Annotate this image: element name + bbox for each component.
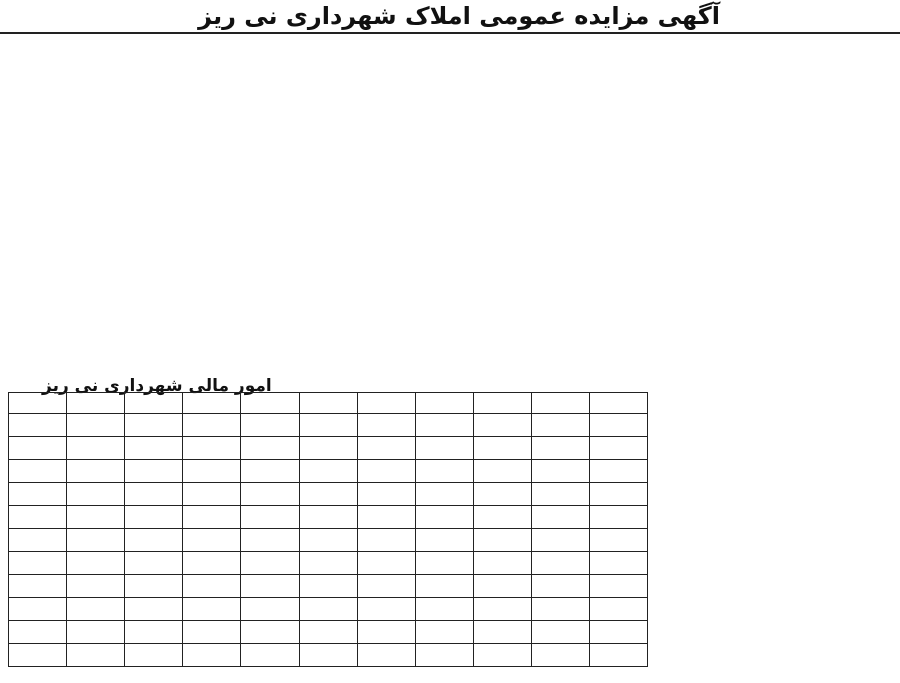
text-line bbox=[446, 198, 668, 216]
text-line bbox=[446, 72, 668, 90]
text-line bbox=[672, 216, 894, 234]
text-line bbox=[446, 216, 668, 234]
table-cell bbox=[357, 552, 415, 575]
table-row bbox=[9, 483, 648, 506]
text-line bbox=[446, 288, 668, 306]
text-line bbox=[672, 324, 894, 342]
table-header-cell bbox=[241, 393, 299, 414]
table-cell bbox=[473, 460, 531, 483]
text-line bbox=[6, 144, 216, 162]
text-line bbox=[6, 288, 216, 306]
table-cell bbox=[415, 529, 473, 552]
table-cell bbox=[357, 437, 415, 460]
text-line bbox=[672, 234, 894, 252]
table-cell bbox=[241, 483, 299, 506]
table-cell bbox=[473, 598, 531, 621]
text-line bbox=[446, 252, 668, 270]
text-line bbox=[220, 126, 442, 144]
table-cell bbox=[183, 644, 241, 667]
table-cell bbox=[125, 644, 183, 667]
table-header-cell bbox=[589, 393, 647, 414]
table-cell bbox=[357, 575, 415, 598]
table-header-cell bbox=[125, 393, 183, 414]
text-line bbox=[672, 306, 894, 324]
table-cell bbox=[589, 414, 647, 437]
table-cell bbox=[415, 575, 473, 598]
table-cell bbox=[299, 598, 357, 621]
text-line bbox=[672, 54, 894, 72]
table-cell bbox=[589, 529, 647, 552]
table-cell bbox=[589, 598, 647, 621]
table-cell bbox=[415, 598, 473, 621]
table-header-cell bbox=[183, 393, 241, 414]
table-header-cell bbox=[357, 393, 415, 414]
text-line bbox=[446, 342, 668, 360]
text-line bbox=[220, 180, 442, 198]
table-cell bbox=[67, 460, 125, 483]
text-line bbox=[446, 36, 668, 54]
table-cell bbox=[357, 529, 415, 552]
text-line bbox=[220, 234, 442, 252]
body-columns bbox=[6, 36, 894, 396]
table-cell bbox=[241, 575, 299, 598]
table-cell bbox=[241, 552, 299, 575]
text-line bbox=[6, 36, 216, 54]
table-cell bbox=[299, 575, 357, 598]
text-line bbox=[446, 360, 668, 378]
text-line bbox=[6, 126, 216, 144]
text-line bbox=[220, 306, 442, 324]
table-header-cell bbox=[299, 393, 357, 414]
table-cell bbox=[9, 598, 67, 621]
table-cell bbox=[589, 483, 647, 506]
table-row bbox=[9, 529, 648, 552]
table-cell bbox=[125, 437, 183, 460]
table-cell bbox=[357, 598, 415, 621]
table-cell bbox=[299, 460, 357, 483]
column-4 bbox=[6, 36, 216, 388]
table-cell bbox=[299, 437, 357, 460]
table-cell bbox=[9, 437, 67, 460]
table-row bbox=[9, 506, 648, 529]
text-line bbox=[446, 162, 668, 180]
table-cell bbox=[415, 460, 473, 483]
text-line bbox=[672, 252, 894, 270]
table-cell bbox=[531, 437, 589, 460]
table-cell bbox=[357, 414, 415, 437]
table-cell bbox=[183, 598, 241, 621]
text-line bbox=[446, 234, 668, 252]
table-cell bbox=[67, 506, 125, 529]
table-row bbox=[9, 598, 648, 621]
table-cell bbox=[473, 483, 531, 506]
table-cell bbox=[125, 483, 183, 506]
table-cell bbox=[241, 414, 299, 437]
table-cell bbox=[357, 460, 415, 483]
text-line bbox=[6, 342, 216, 360]
table-cell bbox=[299, 621, 357, 644]
text-line bbox=[220, 36, 442, 54]
table-cell bbox=[531, 483, 589, 506]
properties-table-wrap bbox=[8, 392, 648, 683]
table-cell bbox=[299, 552, 357, 575]
text-line bbox=[6, 324, 216, 342]
table-cell bbox=[67, 529, 125, 552]
table-cell bbox=[415, 506, 473, 529]
text-line bbox=[446, 324, 668, 342]
text-line bbox=[6, 198, 216, 216]
table-cell bbox=[9, 460, 67, 483]
text-line bbox=[672, 342, 894, 360]
table-header-cell bbox=[415, 393, 473, 414]
text-line bbox=[6, 216, 216, 234]
table-cell bbox=[531, 460, 589, 483]
text-line bbox=[220, 324, 442, 342]
text-line bbox=[446, 306, 668, 324]
table-cell bbox=[125, 414, 183, 437]
table-cell bbox=[125, 552, 183, 575]
table-row bbox=[9, 644, 648, 667]
properties-table bbox=[8, 392, 648, 667]
text-line bbox=[446, 90, 668, 108]
table-cell bbox=[241, 621, 299, 644]
table-row bbox=[9, 460, 648, 483]
text-line bbox=[6, 90, 216, 108]
table-cell bbox=[357, 644, 415, 667]
table-cell bbox=[473, 621, 531, 644]
text-line bbox=[672, 36, 894, 54]
table-cell bbox=[415, 414, 473, 437]
table-header-cell bbox=[67, 393, 125, 414]
text-line bbox=[220, 54, 442, 72]
text-line bbox=[672, 162, 894, 180]
text-line bbox=[6, 234, 216, 252]
table-cell bbox=[67, 621, 125, 644]
table-cell bbox=[473, 437, 531, 460]
text-line bbox=[220, 342, 442, 360]
text-line bbox=[6, 108, 216, 126]
table-cell bbox=[241, 460, 299, 483]
table-cell bbox=[9, 483, 67, 506]
table-cell bbox=[415, 621, 473, 644]
table-cell bbox=[531, 644, 589, 667]
table-cell bbox=[357, 506, 415, 529]
table-cell bbox=[183, 460, 241, 483]
text-line bbox=[446, 270, 668, 288]
table-cell bbox=[531, 414, 589, 437]
text-line bbox=[6, 306, 216, 324]
text-line bbox=[446, 126, 668, 144]
text-line bbox=[220, 216, 442, 234]
table-cell bbox=[9, 575, 67, 598]
text-line bbox=[672, 90, 894, 108]
table-cell bbox=[473, 506, 531, 529]
text-line bbox=[220, 288, 442, 306]
table-cell bbox=[531, 552, 589, 575]
table-cell bbox=[531, 621, 589, 644]
table-cell bbox=[415, 437, 473, 460]
table-cell bbox=[415, 644, 473, 667]
table-cell bbox=[589, 644, 647, 667]
page-title: آگهی مزایده عمومی املاک شهرداری نی ریز bbox=[198, 2, 720, 30]
text-line bbox=[220, 270, 442, 288]
text-line bbox=[446, 180, 668, 198]
text-line bbox=[220, 162, 442, 180]
table-cell bbox=[241, 506, 299, 529]
table-row bbox=[9, 575, 648, 598]
table-cell bbox=[415, 483, 473, 506]
text-line bbox=[672, 144, 894, 162]
table-cell bbox=[299, 506, 357, 529]
table-cell bbox=[531, 598, 589, 621]
table-cell bbox=[183, 529, 241, 552]
text-line bbox=[6, 252, 216, 270]
table-cell bbox=[125, 621, 183, 644]
table-cell bbox=[125, 598, 183, 621]
table-cell bbox=[67, 552, 125, 575]
column-3 bbox=[220, 36, 442, 388]
table-cell bbox=[183, 621, 241, 644]
table-cell bbox=[299, 483, 357, 506]
text-line bbox=[6, 162, 216, 180]
table-cell bbox=[357, 621, 415, 644]
table-cell bbox=[241, 437, 299, 460]
text-line bbox=[6, 72, 216, 90]
table-cell bbox=[125, 529, 183, 552]
table-cell bbox=[589, 506, 647, 529]
table-cell bbox=[241, 598, 299, 621]
table-cell bbox=[183, 437, 241, 460]
table-header-cell bbox=[9, 393, 67, 414]
header-bar bbox=[0, 0, 900, 34]
table-cell bbox=[9, 621, 67, 644]
table-cell bbox=[531, 529, 589, 552]
column-2 bbox=[446, 36, 668, 388]
table-row bbox=[9, 621, 648, 644]
text-line bbox=[672, 288, 894, 306]
text-line bbox=[672, 126, 894, 144]
text-line bbox=[446, 54, 668, 72]
table-cell bbox=[589, 621, 647, 644]
table-cell bbox=[125, 460, 183, 483]
table-row bbox=[9, 437, 648, 460]
table-cell bbox=[589, 575, 647, 598]
table-cell bbox=[9, 414, 67, 437]
table-cell bbox=[473, 575, 531, 598]
text-line bbox=[672, 180, 894, 198]
table-cell bbox=[589, 552, 647, 575]
table-cell bbox=[473, 529, 531, 552]
table-cell bbox=[241, 644, 299, 667]
table-cell bbox=[9, 644, 67, 667]
signature: امور مالی شهرداری نی ریز bbox=[42, 376, 272, 396]
table-cell bbox=[299, 414, 357, 437]
table-cell bbox=[183, 575, 241, 598]
text-line bbox=[446, 144, 668, 162]
text-line bbox=[672, 270, 894, 288]
text-line bbox=[672, 108, 894, 126]
table-cell bbox=[299, 529, 357, 552]
table-cell bbox=[9, 506, 67, 529]
text-line bbox=[6, 54, 216, 72]
text-line bbox=[6, 180, 216, 198]
table-cell bbox=[183, 552, 241, 575]
table-cell bbox=[531, 575, 589, 598]
table-cell bbox=[67, 575, 125, 598]
table-row bbox=[9, 414, 648, 437]
table-cell bbox=[67, 437, 125, 460]
text-line bbox=[220, 252, 442, 270]
text-line bbox=[220, 198, 442, 216]
table-cell bbox=[9, 529, 67, 552]
text-line bbox=[446, 108, 668, 126]
table-cell bbox=[67, 414, 125, 437]
text-line bbox=[220, 72, 442, 90]
text-line bbox=[6, 270, 216, 288]
table-cell bbox=[473, 414, 531, 437]
table-cell bbox=[473, 552, 531, 575]
text-line bbox=[220, 108, 442, 126]
table-cell bbox=[183, 506, 241, 529]
table-cell bbox=[241, 529, 299, 552]
table-cell bbox=[473, 644, 531, 667]
table-cell bbox=[531, 506, 589, 529]
table-cell bbox=[183, 483, 241, 506]
table-cell bbox=[299, 644, 357, 667]
text-line bbox=[672, 360, 894, 378]
table-header-cell bbox=[531, 393, 589, 414]
table-header-cell bbox=[473, 393, 531, 414]
table-cell bbox=[67, 483, 125, 506]
table-row bbox=[9, 552, 648, 575]
table-cell bbox=[9, 552, 67, 575]
text-line bbox=[220, 144, 442, 162]
text-line bbox=[672, 198, 894, 216]
table-cell bbox=[357, 483, 415, 506]
table-cell bbox=[125, 506, 183, 529]
text-line bbox=[672, 72, 894, 90]
column-1 bbox=[672, 36, 894, 388]
table-cell bbox=[589, 460, 647, 483]
table-cell bbox=[125, 575, 183, 598]
table-cell bbox=[67, 598, 125, 621]
table-cell bbox=[415, 552, 473, 575]
text-line bbox=[220, 90, 442, 108]
table-cell bbox=[589, 437, 647, 460]
table-cell bbox=[183, 414, 241, 437]
table-cell bbox=[67, 644, 125, 667]
